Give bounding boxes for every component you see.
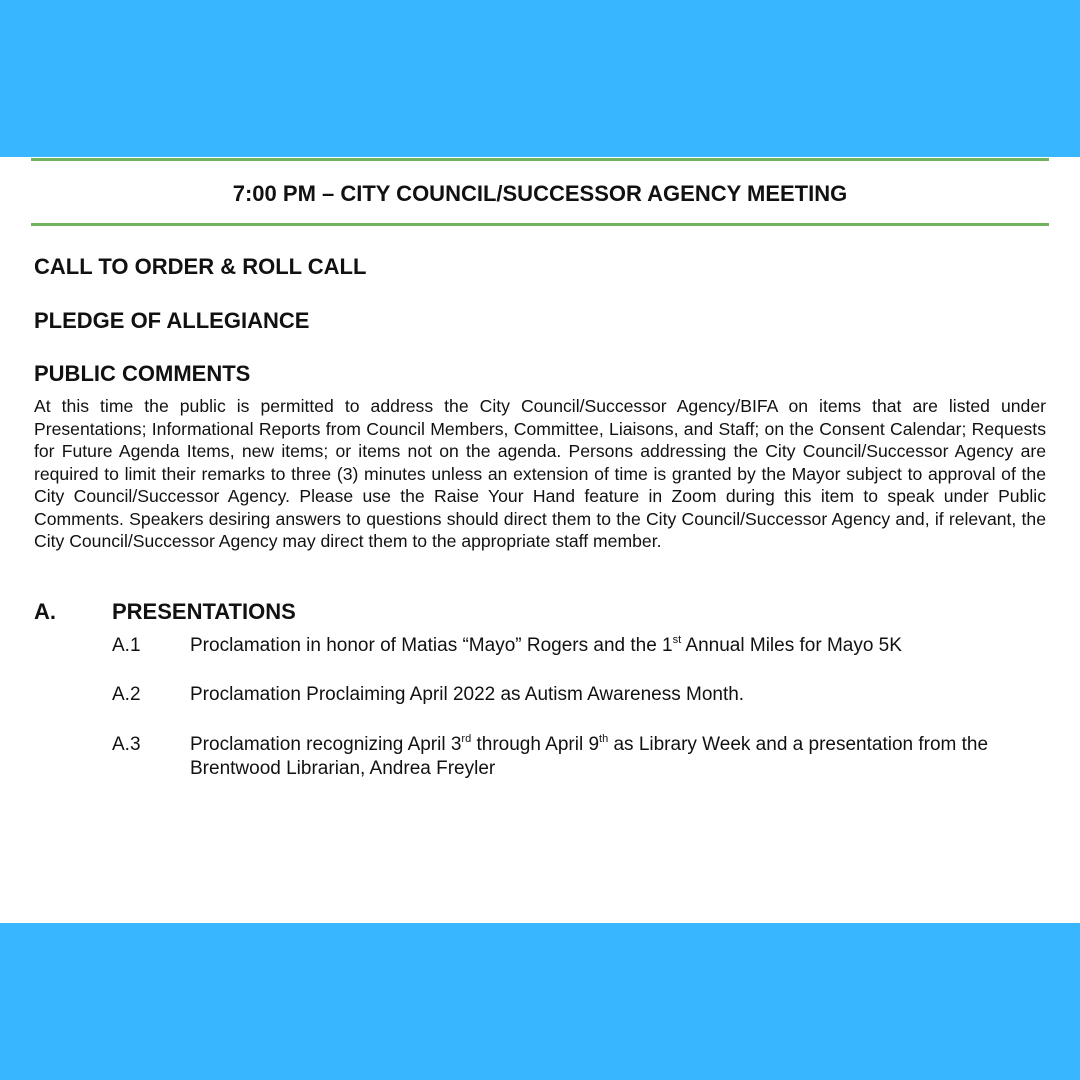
meeting-title: 7:00 PM – CITY COUNCIL/SUCCESSOR AGENCY MEETING — [232, 181, 848, 206]
presentations-heading: PRESENTATIONS — [112, 599, 296, 624]
item-number: A.3 — [112, 734, 141, 755]
item-text: Proclamation recognizing April 3rd through April 9th as Library Week and a presentation from the Brentwood Librarian, Andrea Freyler — [190, 733, 989, 779]
public-comments-heading: PUBLIC COMMENTS — [34, 361, 251, 386]
call-to-order-heading: CALL TO ORDER & ROLL CALL — [34, 254, 367, 279]
item-text: Proclamation Proclaiming April 2022 as Autism Awareness Month. — [190, 684, 745, 705]
header-bottom-rule — [31, 223, 1049, 226]
item-number: A.2 — [112, 684, 141, 705]
agenda-page — [0, 157, 1080, 923]
pledge-heading: PLEDGE OF ALLEGIANCE — [34, 308, 310, 333]
item-number: A.1 — [112, 635, 141, 656]
presentations-letter: A. — [34, 599, 56, 624]
public-comments-body: At this time the public is permitted to address the City Council/Successor Agency/BIFA on items that are listed under Presentations; Informational Reports from Council Members, Committee, Liaisons, and Staff; on the Consent Calendar; Requests for Future Agenda Items, new items; or items not on the agenda. Persons addressing the City Council/Successor Agency are required to limit their remarks to three (3) minutes unless an extension of time is granted by the Mayor subject to approval of the City Council/Successor Agency. Please use the Raise Your Hand feature in Zoom during this item to speak under Public Comments. Speakers desiring answers to questions should direct them to the City Council/Successor Agency and, if relevant, the City Council/Successor Agency may direct them to the appropriate staff member. — [34, 396, 1046, 551]
item-text: Proclamation in honor of Matias “Mayo” Rogers and the 1st Annual Miles for Mayo 5K — [190, 634, 902, 656]
header-top-rule — [31, 158, 1049, 161]
